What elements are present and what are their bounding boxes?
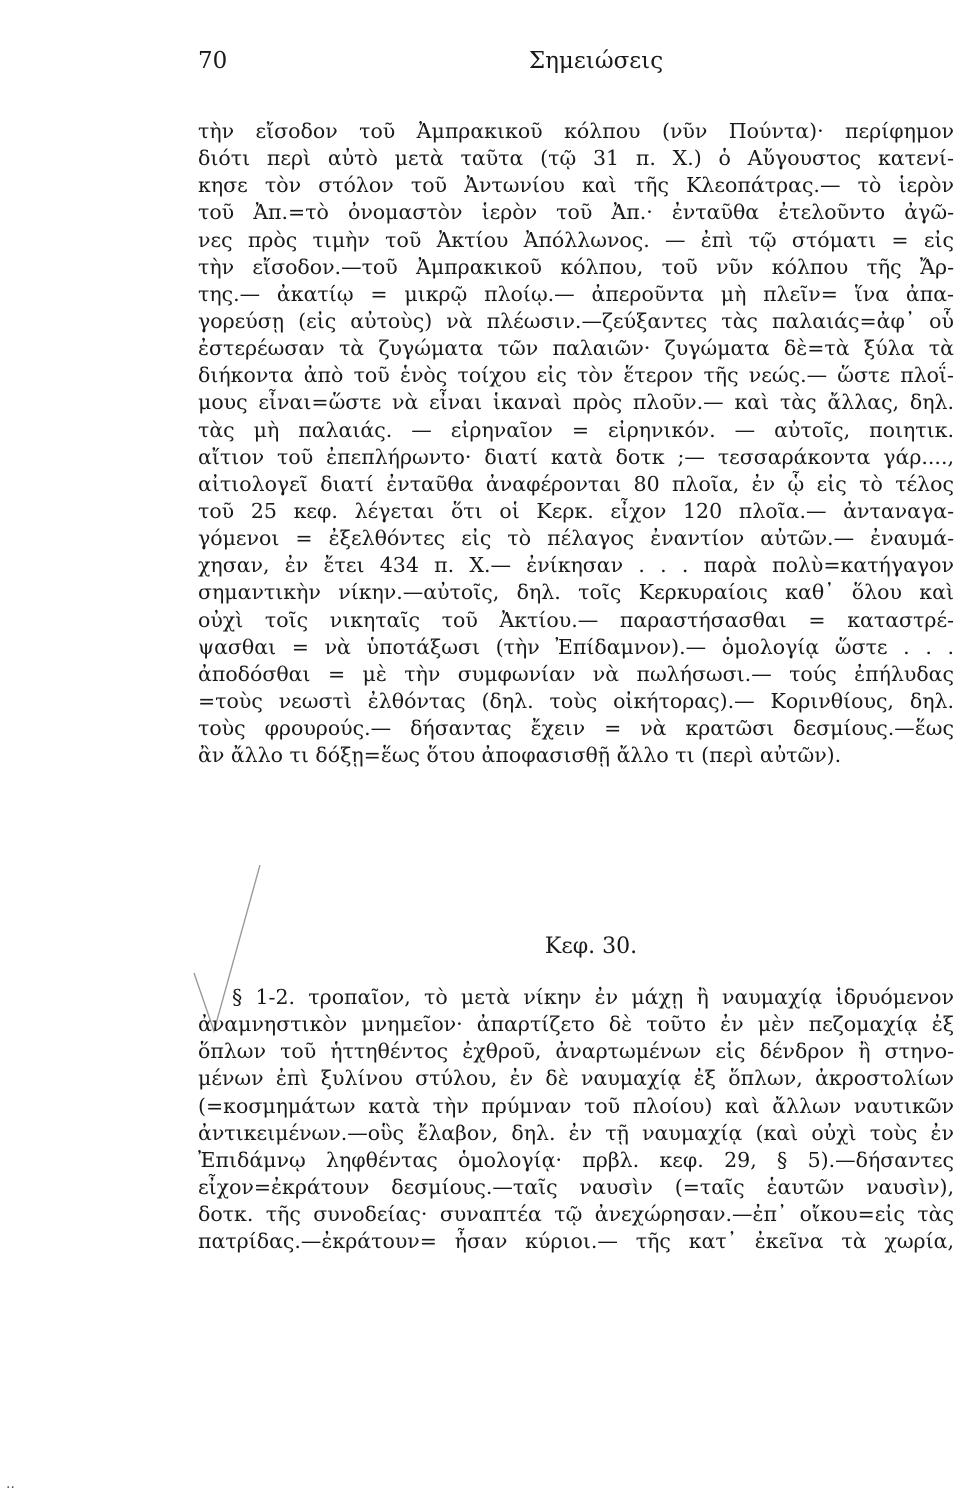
text-line: =τοὺς νεωστὶ ἐλθόντας (δηλ. τοὺς οἰκήτορας).— Κορινθίους, δηλ. (198, 688, 954, 713)
running-head: Σημειώσεις (528, 48, 664, 74)
text-line: τοὺς φρουρούς.— δήσαντας ἔχειν = νὰ κρατῶσι δεσμίους.—ἕως (198, 716, 954, 741)
text-line: τοῦ 25 κεφ. λέγεται ὅτι οἱ Κερκ. εἶχον 120 πλοῖα.— ἀνταναγα- (198, 498, 954, 523)
text-line: τὴν εἴσοδον τοῦ Ἀμπρακικοῦ κόλπου (νῦν Πούντα)· περίφημον (198, 119, 954, 143)
page-header (198, 48, 954, 82)
text-line: οὐχὶ τοῖς νικηταῖς τοῦ Ἀκτίου.— παραστήσασθαι = καταστρέ- (198, 607, 954, 632)
text-line: μους εἶναι=ὥστε νὰ εἶναι ἱκαναὶ πρὸς πλοῦν.— καὶ τὰς ἄλλας, δηλ. (198, 390, 954, 415)
text-line: ἂν ἄλλο τι δόξῃ=ἕως ὅτου ἀποφασισθῇ ἄλλο τι (περὶ αὐτῶν). (198, 743, 842, 768)
text-line: ἀποδόσθαι = μὲ τὴν συμφωνίαν νὰ πωλήσωσι.— τούς ἐπήλυδας (198, 661, 954, 686)
text-line: τοῦ Ἀπ.=τὸ ὀνομαστὸν ἱερὸν τοῦ Ἀπ.· ἐνταῦθα ἐτελοῦντο ἀγῶ- (198, 200, 954, 225)
text-line: γορεύσῃ (εἰς αὐτοὺς) νὰ πλέωσιν.—ζεύξαντες τὰς παλαιάς=ἀφ᾽ οὗ (198, 308, 954, 333)
text-line: (=κοσμημάτων κατὰ τὴν πρύμναν τοῦ πλοίου) καὶ ἄλλων ναυτικῶν (198, 1093, 954, 1118)
text-line: αἴτιον τοῦ ἐπεπλήρωντο· διατί κατὰ δοτκ ;— τεσσαράκοντα γάρ...., (198, 444, 954, 469)
notes-block-ch29 (198, 118, 954, 769)
text-line: της.— ἀκατίῳ = μικρῷ πλοίῳ.— ἀπεροῦντα μὴ πλεῖν= ἵνα ἀπα- (198, 281, 954, 306)
margin-dots: ·· (6, 1480, 15, 1496)
text-line: σημαντικὴν νίκην.—αὐτοῖς, δηλ. τοῖς Κερκυραίοις καθ᾽ ὅλου καὶ (198, 580, 954, 605)
text-line: ψασθαι = νὰ ὑποτάξωσι (τὴν Ἐπίδαμνον).— ὁμολογίᾳ ὥστε . . . (198, 634, 954, 659)
text-line: νες πρὸς τιμὴν τοῦ Ἀκτίου Ἀπόλλωνος. — ἐπὶ τῷ στόματι = εἰς (198, 227, 954, 252)
text-line: ἀντικειμένων.—οὓς ἔλαβον, δηλ. ἐν τῇ ναυμαχίᾳ (καὶ οὐχὶ τοὺς ἐν (198, 1120, 954, 1145)
text-line: δοτκ. τῆς συνοδείας· συναπτέα τῷ ἀνεχώρησαν.—ἐπ᾽ οἴκου=εἰς τὰς (198, 1202, 954, 1227)
page-number: 70 (198, 48, 228, 74)
text-line: διότι περὶ αὐτὸ μετὰ ταῦτα (τῷ 31 π. Χ.) ὁ Αὔγουστος κατενί- (198, 146, 954, 171)
text-line: διήκοντα ἀπὸ τοῦ ἑνὸς τοίχου εἰς τὸν ἕτερον τῆς νεώς.— ὥστε πλοΐ- (198, 363, 954, 388)
text-line: κησε τὸν στόλον τοῦ Ἀντωνίου καὶ τῆς Κλεοπάτρας.— τὸ ἱερὸν (198, 173, 954, 198)
chapter-heading: Κεφ. 30. (544, 934, 638, 959)
text-line: χησαν, ἐν ἔτει 434 π. Χ.— ἐνίκησαν . . . παρὰ πολὺ=κατήγαγον (198, 553, 954, 578)
text-line: § 1-2. τροπαῖον, τὸ μετὰ νίκην ἐν μάχῃ ἢ ναυμαχίᾳ ἱδρυόμενον (232, 985, 954, 1009)
text-line: πατρίδας.—ἐκράτουν= ἦσαν κύριοι.— τῆς κατ᾽ ἐκεῖνα τὰ χωρία, (198, 1229, 954, 1254)
text-line: Ἐπιδάμνῳ ληφθέντας ὁμολογίᾳ· πρβλ. κεφ. 29, § 5).—δήσαντες (198, 1147, 954, 1172)
text-line: μένων ἐπὶ ξυλίνου στύλου, ἐν δὲ ναυμαχίᾳ ἐξ ὅπλων, ἀκροστολίων (198, 1066, 954, 1091)
text-line: ἀναμνηστικὸν μνημεῖον· ἀπαρτίζετο δὲ τοῦτο ἐν μὲν πεζομαχίᾳ ἐξ (198, 1012, 954, 1037)
text-line: αἰτιολογεῖ διατί ἐνταῦθα ἀναφέρονται 80 πλοῖα, ἐν ᾧ εἰς τὸ τέλος (198, 471, 954, 496)
text-line: τὰς μὴ παλαιάς. — εἰρηναῖον = εἰρηνικόν. — αὐτοῖς, ποιητικ. (198, 417, 954, 442)
text-line: ἐστερέωσαν τὰ ζυγώματα τῶν παλαιῶν· ζυγώματα δὲ=τὰ ξύλα τὰ (198, 336, 954, 361)
text-line: ὅπλων τοῦ ἡττηθέντος ἐχθροῦ, ἀναρτωμένων εἰς δένδρον ἢ στηνο- (198, 1039, 954, 1064)
text-line: εἶχον=ἐκράτουν δεσμίους.—ταῖς ναυσὶν (=ταῖς ἑαυτῶν ναυσὶν), (198, 1174, 954, 1199)
text-line: τὴν εἴσοδον.—τοῦ Ἀμπρακικοῦ κόλπου, τοῦ νῦν κόλπου τῆς Ἄρ- (198, 254, 954, 279)
text-line: γόμενοι = ἐξελθόντες εἰς τὸ πέλαγος ἐναντίον αὐτῶν.— ἐναυμά- (198, 526, 954, 551)
notes-block-ch30 (198, 984, 954, 1255)
